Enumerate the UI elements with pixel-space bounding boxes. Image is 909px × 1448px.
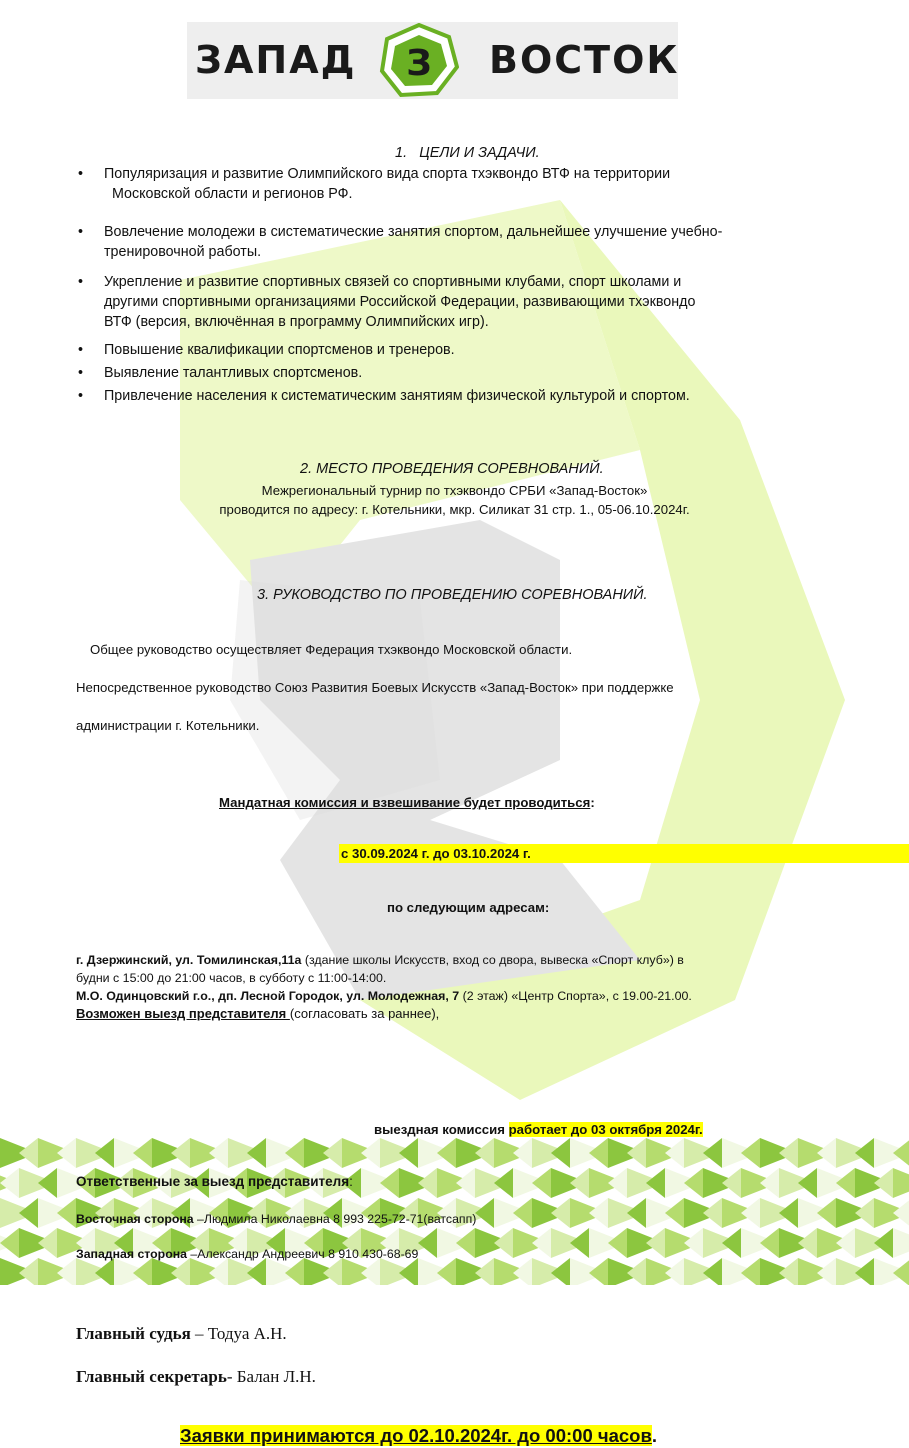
list-item-line: ВТФ (версия, включённая в программу Олимпийских игр). bbox=[104, 314, 489, 330]
pattern-triangle bbox=[665, 1138, 684, 1168]
deadline-text: Заявки принимаются до 02.10.2024г. до 00:00 часов bbox=[180, 1425, 652, 1446]
section3-title: 3. РУКОВОДСТВО ПО ПРОВЕДЕНИЮ СОРЕВНОВАНИЙ. bbox=[257, 587, 648, 603]
visit-commission-plain: выездная комиссия bbox=[374, 1122, 509, 1137]
pattern-triangle bbox=[95, 1138, 114, 1168]
pattern-triangle bbox=[779, 1138, 798, 1168]
section1-number: 1. bbox=[395, 145, 408, 161]
pattern-triangle bbox=[209, 1138, 228, 1168]
pattern-triangle bbox=[437, 1138, 456, 1168]
pattern-triangle bbox=[893, 1138, 909, 1168]
pattern-triangle bbox=[57, 1138, 76, 1168]
visit-note-bold: Возможен выезд представителя bbox=[76, 1006, 290, 1021]
pattern-triangle bbox=[38, 1228, 57, 1258]
pattern-triangle bbox=[57, 1258, 76, 1285]
bullet-icon: • bbox=[78, 274, 84, 290]
chief-judge-label: Главный судья bbox=[76, 1324, 191, 1343]
list-item-line: Популяризация и развитие Олимпийского вида спорта тхэквондо ВТФ на территории bbox=[104, 166, 671, 182]
bullet-icon: • bbox=[78, 342, 84, 358]
pattern-triangle bbox=[361, 1138, 380, 1168]
visit-note-rest: (согласовать за раннее), bbox=[289, 1006, 440, 1021]
section2-title: 2. МЕСТО ПРОВЕДЕНИЯ СОРЕВНОВАНИЙ. bbox=[300, 461, 604, 477]
responsible-title-text: Ответственные за выезд представителя bbox=[76, 1174, 350, 1189]
pattern-triangle bbox=[247, 1138, 266, 1168]
pattern-triangle bbox=[475, 1138, 494, 1168]
list-item-line: Московской области и регионов РФ. bbox=[104, 186, 353, 202]
logo-left-word: ЗАПАД bbox=[195, 38, 357, 82]
bullet-icon: • bbox=[78, 365, 84, 381]
east-label: Восточная сторона bbox=[76, 1212, 194, 1226]
management-line2: Непосредственное руководство Союз Развития Боевых Искусств «Запад-Восток» при поддержке bbox=[76, 680, 674, 695]
mandate-title-text: Мандатная комиссия и взвешивание будет проводиться bbox=[219, 795, 591, 810]
pattern-triangle bbox=[589, 1138, 608, 1168]
list-item-line: Выявление талантливых спортсменов. bbox=[104, 365, 363, 381]
chief-secretary-label: Главный секретарь bbox=[76, 1367, 227, 1386]
pattern-triangle bbox=[171, 1138, 190, 1168]
visit-commission-note bbox=[374, 1120, 909, 1139]
venue-line1: Межрегиональный турнир по тхэквондо СРБИ «Запад-Восток» bbox=[261, 483, 648, 498]
mandate-title-colon: : bbox=[590, 795, 595, 810]
pattern-triangle bbox=[57, 1198, 76, 1228]
pattern-triangle bbox=[19, 1138, 38, 1168]
addresses-label: по следующим адресам: bbox=[387, 900, 550, 915]
west-contact: –Александр Андреевич 8 910 430-68-69 bbox=[186, 1247, 419, 1261]
bullet-icon: • bbox=[78, 224, 84, 240]
list-item-line: Укрепление и развитие спортивных связей со спортивными клубами, спорт школами и bbox=[104, 274, 682, 290]
address1-details: (здание школы Искусств, вход со двора, вывеска «Спорт клуб») в bbox=[301, 953, 684, 967]
pattern-triangle bbox=[703, 1138, 722, 1168]
address2-details: (2 этаж) «Центр Спорта», с 19.00-21.00. bbox=[459, 989, 692, 1003]
logo bbox=[187, 22, 678, 99]
logo-mark-icon bbox=[379, 23, 459, 98]
address1-name: г. Дзержинский, ул. Томилинская,11а bbox=[76, 953, 302, 967]
responsible-title-colon: : bbox=[349, 1174, 353, 1189]
list-item-line: другими спортивными организациями Российской Федерации, развивающими тхэквондо bbox=[104, 294, 696, 310]
pattern-triangle bbox=[817, 1138, 836, 1168]
responsible-west bbox=[76, 1246, 909, 1263]
chief-secretary bbox=[76, 1366, 909, 1387]
chief-secretary-name: - Балан Л.Н. bbox=[226, 1367, 316, 1386]
pattern-triangle bbox=[627, 1138, 646, 1168]
management-line1: Общее руководство осуществляет Федерация тхэквондо Московской области. bbox=[90, 642, 573, 657]
pattern-triangle bbox=[285, 1138, 304, 1168]
addresses-block bbox=[76, 951, 876, 1023]
list-item-line: Вовлечение молодежи в систематические занятия спортом, дальнейшее улучшение учебно- bbox=[104, 224, 723, 240]
visit-commission-highlight: работает до 03 октября 2024г. bbox=[508, 1122, 703, 1137]
list-item-line: тренировочной работы. bbox=[104, 244, 262, 260]
pattern-triangle bbox=[323, 1138, 342, 1168]
pattern-triangle bbox=[399, 1138, 418, 1168]
pattern-triangle bbox=[513, 1138, 532, 1168]
east-contact: –Людмила Николаевна 8 993 225-72-71(ватсапп) bbox=[193, 1212, 477, 1226]
pattern-triangle bbox=[0, 1228, 19, 1258]
mandate-dates: с 30.09.2024 г. до 03.10.2024 г. bbox=[339, 844, 909, 863]
pattern-triangle bbox=[19, 1258, 38, 1285]
list-item-line: Привлечение населения к систематическим занятиям физической культурой и спортом. bbox=[104, 388, 690, 404]
bullet-icon: • bbox=[78, 166, 84, 182]
address1-hours: будни с 15:00 до 21:00 часов, в субботу с 11:00-14:00. bbox=[76, 971, 387, 985]
logo-mark-letter: З bbox=[406, 43, 432, 84]
management-line3: администрации г. Котельники. bbox=[76, 718, 260, 733]
pattern-triangle bbox=[741, 1138, 760, 1168]
mandate-title bbox=[219, 793, 909, 812]
deadline bbox=[180, 1424, 909, 1448]
pattern-triangle bbox=[19, 1198, 38, 1228]
logo-right-word: ВОСТОК bbox=[489, 38, 680, 82]
venue-line2: проводится по адресу: г. Котельники, мкр. Силикат 31 стр. 1., 05-06.10.2024г. bbox=[219, 502, 690, 517]
bullet-icon: • bbox=[78, 388, 84, 404]
chief-judge-name: – Тодуа А.Н. bbox=[190, 1324, 287, 1343]
responsible-title bbox=[76, 1173, 909, 1191]
pattern-triangle bbox=[855, 1138, 874, 1168]
pattern-triangle bbox=[551, 1138, 570, 1168]
address2-name: М.О. Одинцовский г.о., дп. Лесной Городок, ул. Молодежная, 7 bbox=[76, 989, 460, 1003]
pattern-triangle bbox=[133, 1138, 152, 1168]
section1-heading bbox=[395, 145, 909, 161]
west-label: Западная сторона bbox=[76, 1247, 187, 1261]
section1-title: ЦЕЛИ И ЗАДАЧИ. bbox=[419, 145, 540, 161]
responsible-east bbox=[76, 1211, 909, 1228]
pattern-triangle bbox=[0, 1168, 19, 1198]
list-item-line: Повышение квалификации спортсменов и тренеров. bbox=[104, 342, 455, 358]
chief-judge bbox=[76, 1323, 909, 1344]
pattern-triangle bbox=[38, 1168, 57, 1198]
deadline-dot: . bbox=[651, 1425, 657, 1446]
